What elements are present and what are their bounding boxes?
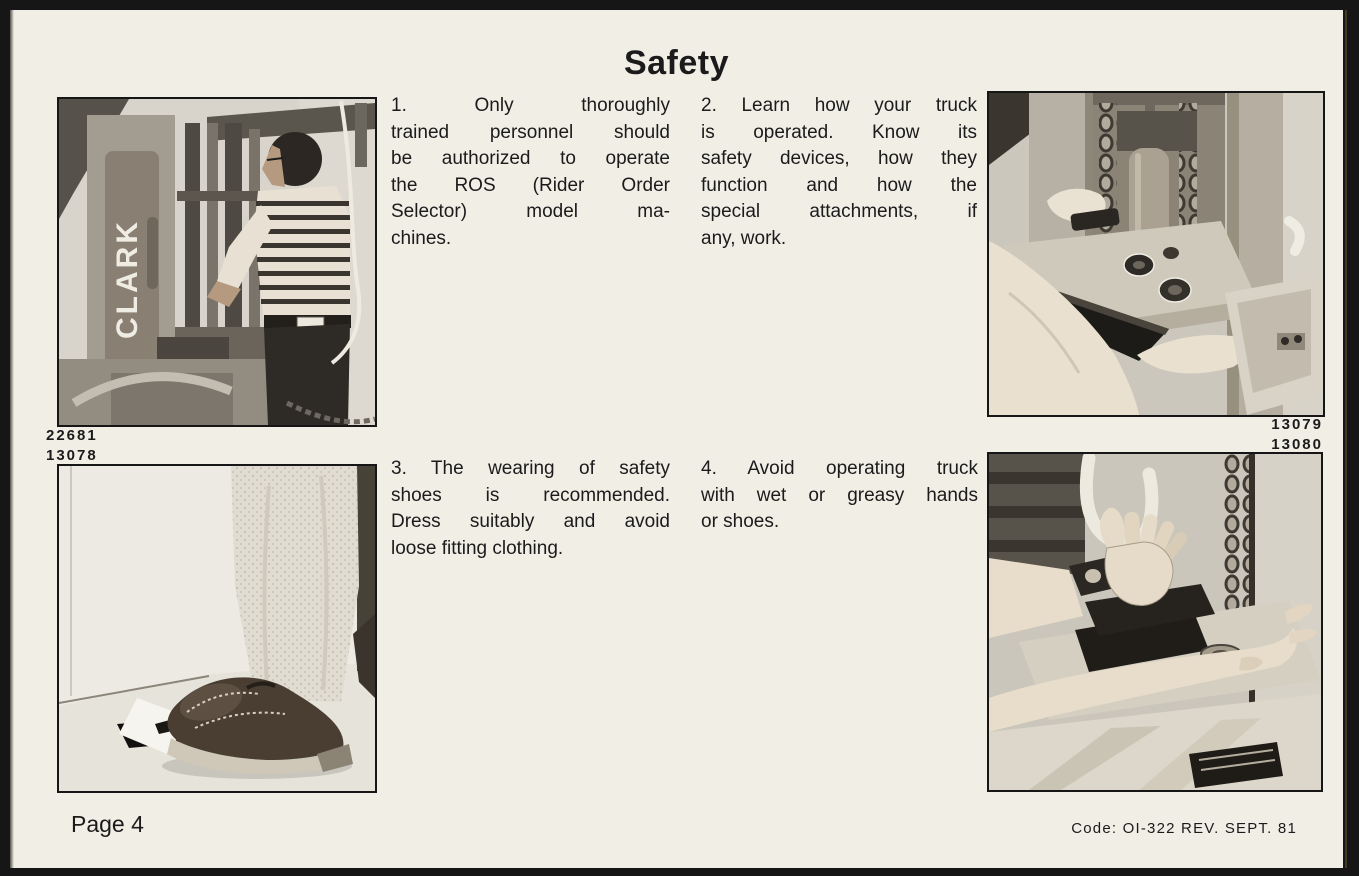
photo-operator-at-machine (57, 97, 377, 427)
safety-item-1 (391, 93, 670, 252)
page-number: Page 4 (71, 811, 144, 837)
text-line: or shoes. (701, 511, 780, 532)
text-line: safety devices, how they (701, 148, 977, 169)
text-line: is operated. Know its (701, 121, 977, 143)
text-line: with wet or greasy hands (701, 484, 978, 506)
photo-hands-on-controls-illustration (989, 93, 1323, 415)
text-line: loose fitting clothing. (391, 537, 564, 559)
photo-operator-at-machine-illustration (59, 99, 375, 425)
text-line: trained personnel should (391, 121, 670, 143)
text-line: 4. Avoid operating truck (701, 458, 978, 479)
safety-item-3 (391, 456, 670, 562)
text-line: any, work. (701, 227, 787, 249)
figure-code: 13078 (46, 447, 98, 464)
text-line: 2. Learn how your truck (701, 95, 977, 116)
photo-wet-greasy-hands-warning (987, 452, 1323, 792)
photo-safety-shoe-on-pedal (57, 464, 377, 793)
text-line: the ROS (Rider Order (391, 174, 670, 196)
document-code: Code: OI-322 REV. SEPT. 81 (1071, 820, 1297, 837)
page-edge-line (1345, 10, 1347, 868)
text-line: 1. Only thoroughly (391, 95, 670, 116)
text-line: be authorized to operate (391, 148, 670, 169)
safety-item-4 (701, 456, 978, 536)
page-gutter-shadow (10, 10, 14, 868)
page-title: Safety (623, 44, 730, 82)
scan-border-left (0, 0, 10, 876)
scan-border-bottom (0, 868, 1359, 876)
photo-open-hand-illustration (989, 454, 1321, 790)
text-line: shoes is recommended. (391, 484, 670, 506)
text-line: special attachments, if (701, 201, 977, 222)
text-line: chines. (391, 227, 452, 249)
safety-item-2 (701, 93, 977, 252)
figure-codes-top-right (1123, 415, 1323, 455)
scan-border-top (0, 0, 1359, 10)
figure-code: 22681 (46, 427, 98, 444)
text-line: Dress suitably and avoid (391, 511, 670, 532)
text-line: Selector) model ma- (391, 201, 670, 222)
photo-safety-shoe-illustration (59, 466, 375, 791)
text-line: 3. The wearing of safety (391, 458, 670, 479)
machine-brand-label: CLARK (111, 219, 144, 339)
photo-hands-on-controls (987, 91, 1325, 417)
text-line: function and how the (701, 174, 977, 196)
figure-codes-top-left (46, 426, 98, 466)
figure-code: 13080 (1271, 436, 1323, 453)
figure-code: 13079 (1271, 416, 1323, 433)
